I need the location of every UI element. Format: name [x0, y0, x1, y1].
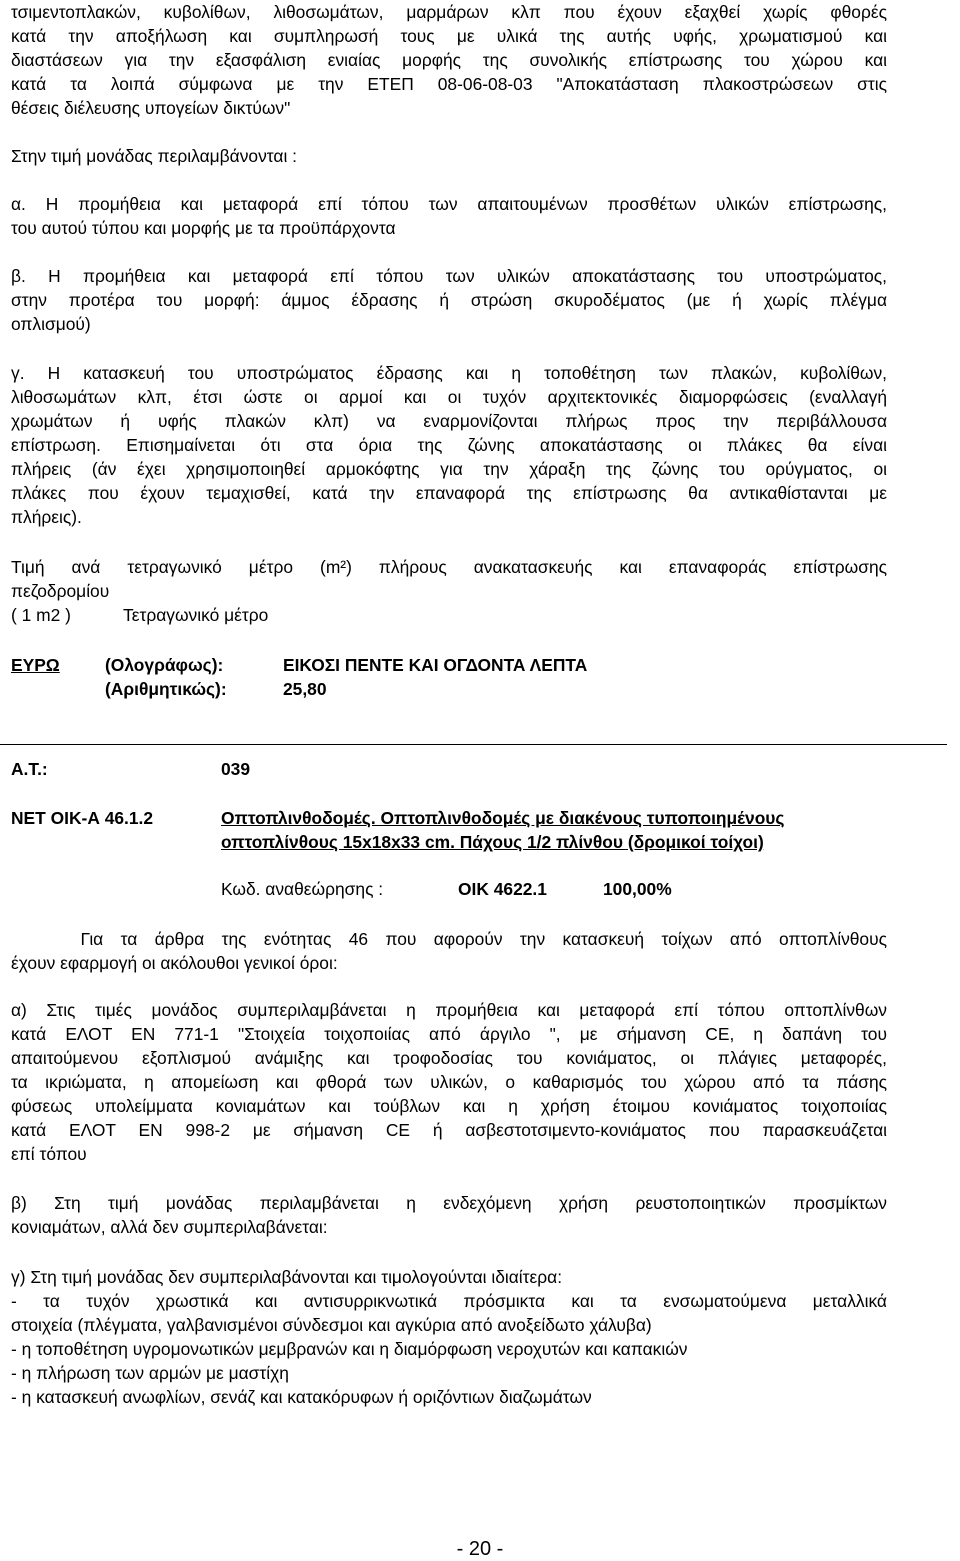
- price-words-value: ΕΙΚΟΣΙ ΠΕΝΤΕ ΚΑΙ ΟΓΔΟΝΤΑ ΛΕΠΤΑ: [283, 655, 588, 675]
- currency-label: ΕΥΡΩ: [11, 655, 60, 675]
- general-intro-line: έχουν εφαρμογή οι ακόλουθοι γενικοί όροι:: [11, 953, 338, 973]
- item-a-line: α. Η προμήθεια και μεταφορά επί τόπου των απαιτουμένων προσθέτων υλικών επίστρωσης,: [11, 194, 887, 214]
- unit-qty: ( 1 m2 ): [11, 605, 71, 625]
- revision-percent: 100,00%: [603, 879, 672, 899]
- item-c-line: πλάκες που έχουν τεμαχισθεί, κατά την επαναφορά της επίστρωσης θα αντικαθίστανται με: [11, 483, 887, 503]
- article-code: ΝΕΤ ΟΙΚ-Α 46.1.2: [11, 808, 154, 828]
- cond-c-line: - η πλήρωση των αρμών με μαστίχη: [11, 1363, 289, 1383]
- item-c-line: γ. Η κατασκευή του υποστρώματος έδρασης και η τοποθέτηση των πλακών, κυβολίθων,: [11, 363, 887, 383]
- intro-line: τσιμεντοπλακών, κυβολίθων, λιθοσωμάτων, μαρμάρων κλπ που έχουν εξαχθεί χωρίς φθορές: [11, 2, 887, 22]
- price-desc-line: Τιμή ανά τετραγωνικό μέτρο (m²) πλήρους ανακατασκευής και επαναφοράς επίστρωσης: [11, 557, 887, 577]
- page-number: - 20 -: [456, 1538, 504, 1560]
- cond-c-line: - τα τυχόν χρωστικά και αντισυρρικνωτικά πρόσμικτα και τα ενσωματούμενα μεταλλικά: [11, 1291, 887, 1311]
- article-title-line2: οπτοπλίνθους 15x18x33 cm. Πάχους 1/2 πλίνθου (δρομικοί τοίχοι): [221, 832, 764, 852]
- article-title-line1: Οπτοπλινθοδομές. Οπτοπλινθοδομές με διακένους τυποποιημένους: [221, 808, 785, 828]
- section-divider: [0, 744, 947, 745]
- item-a-line: του αυτού τύπου και μορφής με τα προϋπάρχοντα: [11, 218, 396, 238]
- general-intro-line: Για τα άρθρα της ενότητας 46 που αφορούν την κατασκευή τοίχων από οπτοπλίνθους: [11, 929, 887, 949]
- item-b-line: β. Η προμήθεια και μεταφορά επί τόπου των υλικών αποκατάστασης του υποστρώματος,: [11, 266, 887, 286]
- revision-code: ΟΙΚ 4622.1: [458, 879, 547, 899]
- intro-line: κατά τα λοιπά σύμφωνα με την ΕΤΕΠ 08-06-08-03 "Αποκατάσταση πλακοστρώσεων στις: [11, 74, 887, 94]
- cond-a-line: απαιτούμενου εξοπλισμού ανάμιξης και τροφοδοσίας του κονιάματος, οι πλάγιες μεταφορές,: [11, 1048, 887, 1068]
- cond-c-line: - η τοποθέτηση υγρομονωτικών μεμβρανών και η διαμόρφωση νεροχυτών και καπακιών: [11, 1339, 688, 1359]
- at-label: Α.Τ.:: [11, 759, 48, 779]
- item-c-line: επίστρωση. Επισημαίνεται ότι στα όρια της ζώνης αποκατάστασης οι πλάκες θα είναι: [11, 435, 887, 455]
- price-digits-label: (Αριθμητικώς):: [105, 679, 227, 699]
- intro-line: κατά την αποξήλωση και συμπληρωσή τους με υλικά της αυτής υφής, χρωματισμού και: [11, 26, 887, 46]
- cond-a-line: κατά ΕΛΟΤ ΕΝ 771-1 "Στοιχεία τοιχοποιίας από άργιλο ", με σήμανση CE, η δαπάνη του: [11, 1024, 887, 1044]
- cond-c-line: - η κατασκευή ανωφλίων, σενάζ και κατακόρυφων ή οριζόντιων διαζωμάτων: [11, 1387, 592, 1407]
- cond-a-line: α) Στις τιμές μονάδος συμπεριλαμβάνεται η προμήθεια και μεταφορά επί τόπου οπτοπλίνθων: [11, 1000, 887, 1020]
- includes-heading: Στην τιμή μονάδας περιλαμβάνονται :: [11, 146, 297, 166]
- cond-b-line: β) Στη τιμή μονάδας περιλαμβάνεται η ενδεχόμενη χρήση ρευστοποιητικών προσμίκτων: [11, 1193, 887, 1213]
- item-b-line: οπλισμού): [11, 314, 91, 334]
- cond-c-line: στοιχεία (πλέγματα, γαλβανισμένοι σύνδεσμοι και αγκύρια από ανοξείδωτο χάλυβα): [11, 1315, 652, 1335]
- cond-b-line: κονιαμάτων, αλλά δεν συμπεριλαβάνεται:: [11, 1217, 328, 1237]
- cond-a-line: τα ικριώματα, η απομείωση και φθορά των υλικών, ο καθαρισμός του χώρου από τα πάσης: [11, 1072, 887, 1092]
- price-desc-line: πεζοδρομίου: [11, 581, 110, 601]
- unit-name: Τετραγωνικό μέτρο: [123, 605, 269, 625]
- intro-line: θέσεις διέλευσης υπογείων δικτύων": [11, 98, 291, 118]
- item-c-line: λιθοσωμάτων κλπ, έτσι ώστε οι αρμοί και οι τυχόν αρχιτεκτονικές διαμορφώσεις (εναλλαγή: [11, 387, 887, 407]
- cond-a-line: φύσεως υπολείμματα κονιαμάτων και τούβλων και η χρήση έτοιμου κονιάματος τοιχοποιίας: [11, 1096, 887, 1116]
- price-words-label: (Ολογράφως):: [105, 655, 224, 675]
- price-digits-value: 25,80: [283, 679, 327, 699]
- item-b-line: στην προτέρα του μορφή: άμμος έδρασης ή στρώση σκυροδέματος (με ή χωρίς πλέγμα: [11, 290, 887, 310]
- at-value: 039: [221, 759, 251, 779]
- cond-a-line: επί τόπου: [11, 1144, 87, 1164]
- item-c-line: χρωμάτων ή υφής πλακών κλπ) να εναρμονίζονται πλήρως προς την περιβάλλουσα: [11, 411, 887, 431]
- item-c-line: πλήρεις (άν έχει χρησιμοποιηθεί αρμοκόφτης για την χάραξη της ζώνης του ορύγματος, οι: [11, 459, 887, 479]
- revision-label: Κωδ. αναθεώρησης :: [221, 879, 384, 899]
- intro-line: διαστάσεων για την εξασφάλιση ενιαίας μορφής της συνολικής επίστρωσης του χώρου και: [11, 50, 887, 70]
- cond-c-line: γ) Στη τιμή μονάδας δεν συμπεριλαβάνονται και τιμολογούνται ιδιαίτερα:: [11, 1267, 563, 1287]
- item-c-line: πλήρεις).: [11, 507, 82, 527]
- cond-a-line: κατά ΕΛΟΤ ΕΝ 998-2 με σήμανση CE ή ασβεστοτσιμεντο-κονιάματος που παρασκευάζεται: [11, 1120, 887, 1140]
